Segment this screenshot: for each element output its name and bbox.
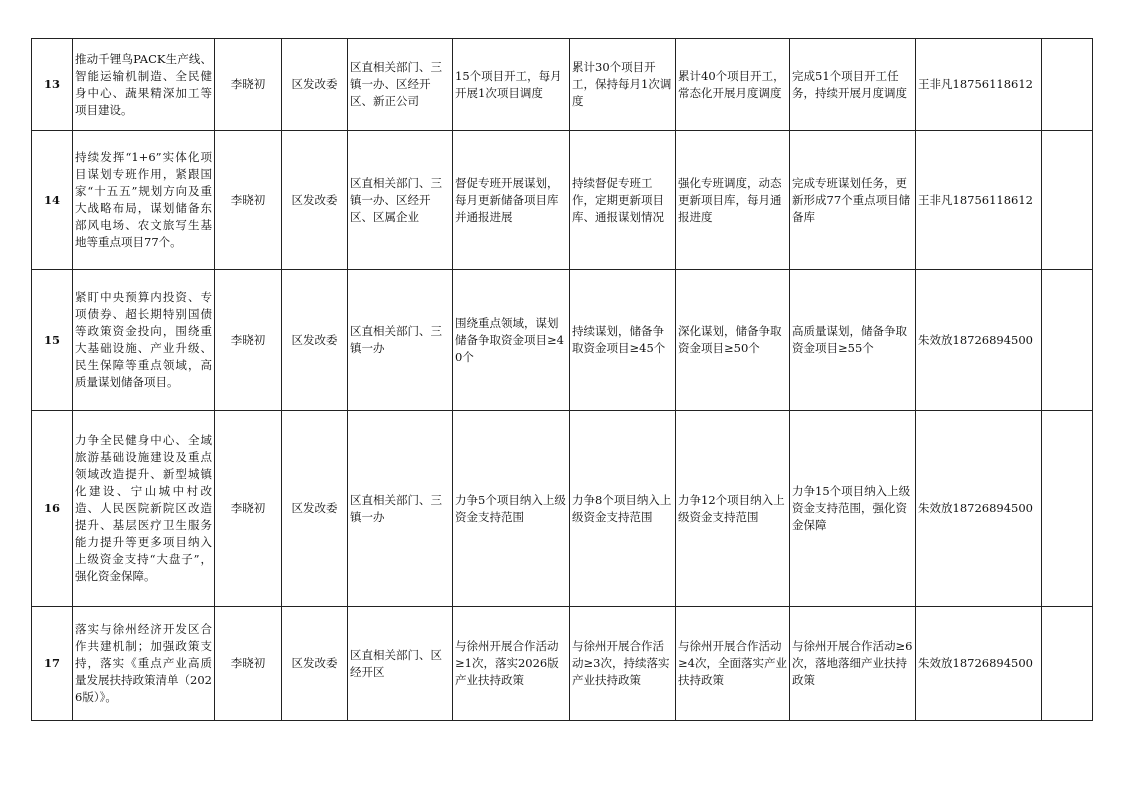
cooperating-units: 区直相关部门、区经开区 xyxy=(348,607,453,721)
q4-target: 与徐州开展合作活动≥6次，落地落细产业扶持政策 xyxy=(790,607,916,721)
cooperating-units: 区直相关部门、三镇一办 xyxy=(348,411,453,607)
table-row xyxy=(32,411,1093,607)
remarks xyxy=(1042,131,1093,270)
task-content: 落实与徐州经济开发区合作共建机制；加强政策支持，落实《重点产业高质量发展扶持政策清单（2026版）》。 xyxy=(73,607,215,721)
q4-target: 力争15个项目纳入上级资金支持范围，强化资金保障 xyxy=(790,411,916,607)
q2-target: 力争8个项目纳入上级资金支持范围 xyxy=(570,411,676,607)
q1-target: 15个项目开工，每月开展1次项目调度 xyxy=(453,39,570,131)
cooperating-units: 区直相关部门、三镇一办、区经开区、新正公司 xyxy=(348,39,453,131)
contact-person: 王非凡18756118612 xyxy=(916,39,1042,131)
task-content: 持续发挥“1+6”实体化项目谋划专班作用，紧跟国家“十五五”规划方向及重大战略布局，谋划储备东部风电场、农文旅写生基地等重点项目77个。 xyxy=(73,131,215,270)
table-row xyxy=(32,607,1093,721)
responsible-leader: 李晓初 xyxy=(215,411,282,607)
contact-person: 王非凡18756118612 xyxy=(916,131,1042,270)
row-number: 16 xyxy=(32,411,73,607)
row-number: 14 xyxy=(32,131,73,270)
q1-target: 与徐州开展合作活动≥1次，落实2026版产业扶持政策 xyxy=(453,607,570,721)
task-content: 力争全民健身中心、全域旅游基础设施建设及重点领域改造提升、新型城镇化建设、宁山城中村改造、人民医院新院区改造提升、基层医疗卫生服务能力提升等更多项目纳入上级资金支持“大盘子”，强化资金保障。 xyxy=(73,411,215,607)
remarks xyxy=(1042,39,1093,131)
remarks xyxy=(1042,607,1093,721)
task-content: 紧盯中央预算内投资、专项债券、超长期特别国债等政策资金投向，围绕重大基础设施、产业升级、民生保障等重点领域，高质量谋划储备项目。 xyxy=(73,270,215,411)
q3-target: 强化专班调度，动态更新项目库，每月通报进度 xyxy=(676,131,790,270)
task-content: 推动千锂鸟PACK生产线、智能运输机制造、全民健身中心、蔬果精深加工等项目建设。 xyxy=(73,39,215,131)
table-row xyxy=(32,270,1093,411)
cooperating-units: 区直相关部门、三镇一办 xyxy=(348,270,453,411)
lead-unit: 区发改委 xyxy=(282,131,348,270)
q3-target: 累计40个项目开工，常态化开展月度调度 xyxy=(676,39,790,131)
q2-target: 持续督促专班工作，定期更新项目库、通报谋划情况 xyxy=(570,131,676,270)
q3-target: 力争12个项目纳入上级资金支持范围 xyxy=(676,411,790,607)
lead-unit: 区发改委 xyxy=(282,607,348,721)
row-number: 13 xyxy=(32,39,73,131)
q2-target: 累计30个项目开工，保持每月1次调度 xyxy=(570,39,676,131)
q1-target: 力争5个项目纳入上级资金支持范围 xyxy=(453,411,570,607)
lead-unit: 区发改委 xyxy=(282,411,348,607)
remarks xyxy=(1042,411,1093,607)
q1-target: 围绕重点领域，谋划储备争取资金项目≥40个 xyxy=(453,270,570,411)
responsible-leader: 李晓初 xyxy=(215,39,282,131)
q1-target: 督促专班开展谋划，每月更新储备项目库并通报进展 xyxy=(453,131,570,270)
q4-target: 完成专班谋划任务，更新形成77个重点项目储备库 xyxy=(790,131,916,270)
contact-person: 朱效放18726894500 xyxy=(916,270,1042,411)
cooperating-units: 区直相关部门、三镇一办、区经开区、区属企业 xyxy=(348,131,453,270)
table-row xyxy=(32,131,1093,270)
q4-target: 高质量谋划，储备争取资金项目≥55个 xyxy=(790,270,916,411)
lead-unit: 区发改委 xyxy=(282,39,348,131)
table-row xyxy=(32,39,1093,131)
q3-target: 深化谋划，储备争取资金项目≥50个 xyxy=(676,270,790,411)
row-number: 15 xyxy=(32,270,73,411)
q4-target: 完成51个项目开工任务，持续开展月度调度 xyxy=(790,39,916,131)
remarks xyxy=(1042,270,1093,411)
responsible-leader: 李晓初 xyxy=(215,607,282,721)
responsible-leader: 李晓初 xyxy=(215,131,282,270)
q3-target: 与徐州开展合作活动≥4次，全面落实产业扶持政策 xyxy=(676,607,790,721)
contact-person: 朱效放18726894500 xyxy=(916,607,1042,721)
q2-target: 持续谋划，储备争取资金项目≥45个 xyxy=(570,270,676,411)
q2-target: 与徐州开展合作活动≥3次，持续落实产业扶持政策 xyxy=(570,607,676,721)
contact-person: 朱效放18726894500 xyxy=(916,411,1042,607)
row-number: 17 xyxy=(32,607,73,721)
task-table xyxy=(31,38,1093,721)
responsible-leader: 李晓初 xyxy=(215,270,282,411)
lead-unit: 区发改委 xyxy=(282,270,348,411)
